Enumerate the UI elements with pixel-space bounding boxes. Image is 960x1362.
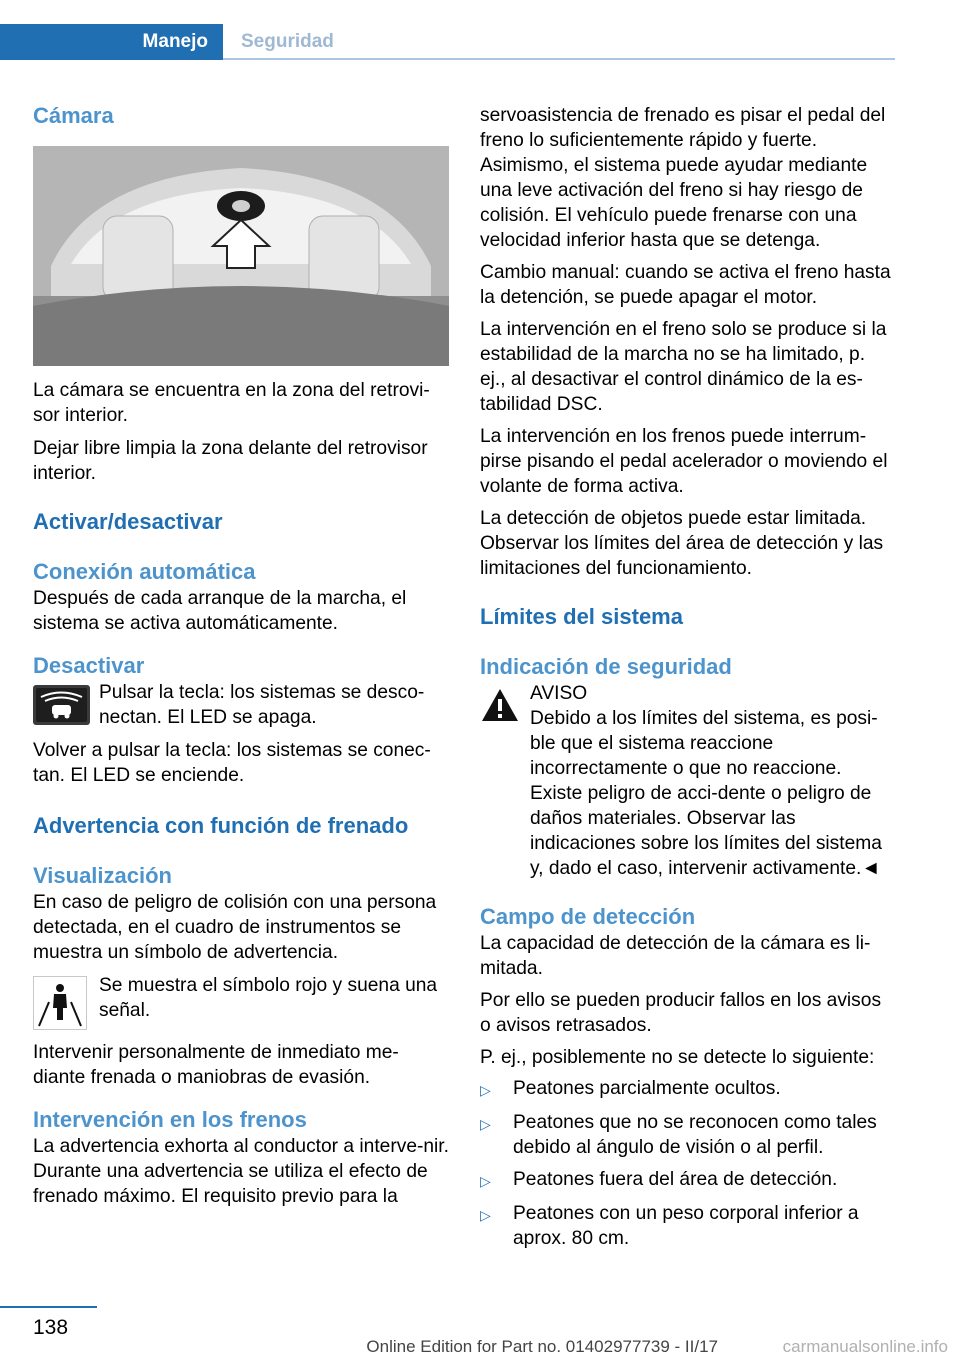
not-detected-list (480, 1076, 895, 1251)
detection-limited-text: La detección de objetos puede estar limitada. Observar los límites del área de detección y las limitaciones del funcionamiento. (480, 508, 884, 579)
page-number: 138 (33, 1316, 69, 1339)
warning-symbol-row (33, 973, 449, 1030)
list-item: ▷ Peatones parcialmente ocultos. (480, 1076, 895, 1103)
edition-text: Online Edition for Part no. 01402977739 - II/17 (366, 1337, 718, 1356)
camera-keep-clear-text: Dejar libre limpia la zona delante del retrovisor interior. (33, 438, 428, 484)
list-item: ▷ Peatones que no se reconocen como tales debido al ángulo de visión o al perfil. (480, 1112, 877, 1158)
bullet-triangle-icon: ▷ (480, 1173, 491, 1189)
right-column (480, 103, 895, 1251)
list-item: ▷ Peatones con un peso corporal inferior a aprox. 80 cm. (480, 1203, 859, 1249)
aviso-text-first (480, 706, 895, 881)
aviso-label: AVISO (530, 683, 588, 704)
display-text: En caso de peligro de colisión con una persona detectada, en el cuadro de instrumentos se muestra un símbolo de advertencia. (33, 892, 437, 963)
camera-location-photo (33, 146, 449, 366)
brake-assist-text: servoasistencia de frenado es pisar el pedal del freno lo suficientemente rápido y fuerte. Asimismo, el sistema puede ayudar mediante una leve activación del freno si hay riesgo de colisión. El vehículo puede frenarse con una velocidad inferior hasta que se detenga. (480, 105, 886, 251)
bullet-triangle-icon: ▷ (480, 1082, 491, 1098)
collision-warning-button-icon (33, 685, 90, 725)
tab-manejo[interactable]: Manejo (0, 24, 223, 60)
camera-location-text: La cámara se encuentra en la zona del retrovi-sor interior. (33, 380, 430, 426)
system-limits-heading: Límites del sistema (480, 604, 683, 629)
warning-symbol-text: Se muestra el símbolo rojo y suena una señal. (99, 975, 438, 1021)
tab-seguridad[interactable]: Seguridad (241, 31, 334, 52)
manual-transmission-text: Cambio manual: cuando se activa el freno hasta la detención, se puede apagar el motor. (480, 262, 891, 308)
brake-warning-heading: Advertencia con función de frenado (33, 813, 409, 838)
reactivate-text: Volver a pulsar la tecla: los sistemas se conec-tan. El LED se enciende. (33, 740, 431, 786)
brake-intervention-heading: Intervención en los frenos (33, 1107, 307, 1132)
aviso-text: Debido a los límites del sistema, es posi-ble que el sistema reaccione incorrectamente o que no reaccione. Existe peligro de acci-dente o peligro de daños materiales. Observar las indicaciones sobre los límites del sistema y, dado el caso, intervenir activamente.◄ (530, 708, 882, 879)
watermark: carmanualsonline.info (782, 1337, 948, 1356)
stability-text: La intervención en el freno solo se produce si la estabilidad de la marcha no se ha limitado, p. ej., al desactivar el control dinámico de la es-tabilidad DSC. (480, 319, 887, 415)
pedestrian-warning-icon (33, 976, 87, 1030)
detection-field-heading: Campo de detección (480, 904, 696, 929)
deactivate-button-text: Pulsar la tecla: los sistemas se desco-nectan. El LED se apaga. (99, 682, 425, 728)
activate-deactivate-heading: Activar/desactivar (33, 509, 223, 534)
rear-window-illustration (33, 146, 449, 366)
detection-capacity-text: La capacidad de detección de la cámara es li-mitada. (480, 933, 871, 979)
chapter-tabbar (0, 24, 895, 62)
warning-notice (480, 681, 895, 881)
not-detected-intro: P. ej., posiblemente no se detecte lo siguiente: (480, 1047, 875, 1068)
automatic-activation-heading: Conexión automática (33, 559, 256, 584)
brake-intervention-text: La advertencia exhorta al conductor a interve-nir. Durante una advertencia se utiliza el efecto de frenado máximo. El requisito previo para la (33, 1136, 449, 1207)
warning-triangle-icon (480, 687, 520, 723)
bullet-triangle-icon: ▷ (480, 1207, 491, 1223)
list-item: ▷ Peatones fuera del área de detección. (480, 1167, 895, 1194)
display-heading: Visualización (33, 863, 172, 888)
bullet-triangle-icon: ▷ (480, 1116, 491, 1132)
deactivate-heading: Desactivar (33, 653, 145, 678)
deactivate-button-row (33, 680, 449, 730)
automatic-activation-text: Después de cada arranque de la marcha, el sistema se activa automáticamente. (33, 588, 407, 634)
left-column (33, 96, 449, 1209)
intervene-text: Intervenir personalmente de inmediato me-diante frenada o maniobras de evasión. (33, 1042, 399, 1088)
footer-rule (0, 1306, 97, 1308)
detection-faults-text: Por ello se pueden producir fallos en los avisos o avisos retrasados. (480, 990, 882, 1036)
camera-heading: Cámara (33, 103, 114, 128)
interrupt-text: La intervención en los frenos puede interrum-pirse pisando el pedal acelerador o moviendo el volante de forma activa. (480, 426, 888, 497)
safety-notice-heading: Indicación de seguridad (480, 654, 732, 679)
tab-divider (223, 58, 895, 60)
